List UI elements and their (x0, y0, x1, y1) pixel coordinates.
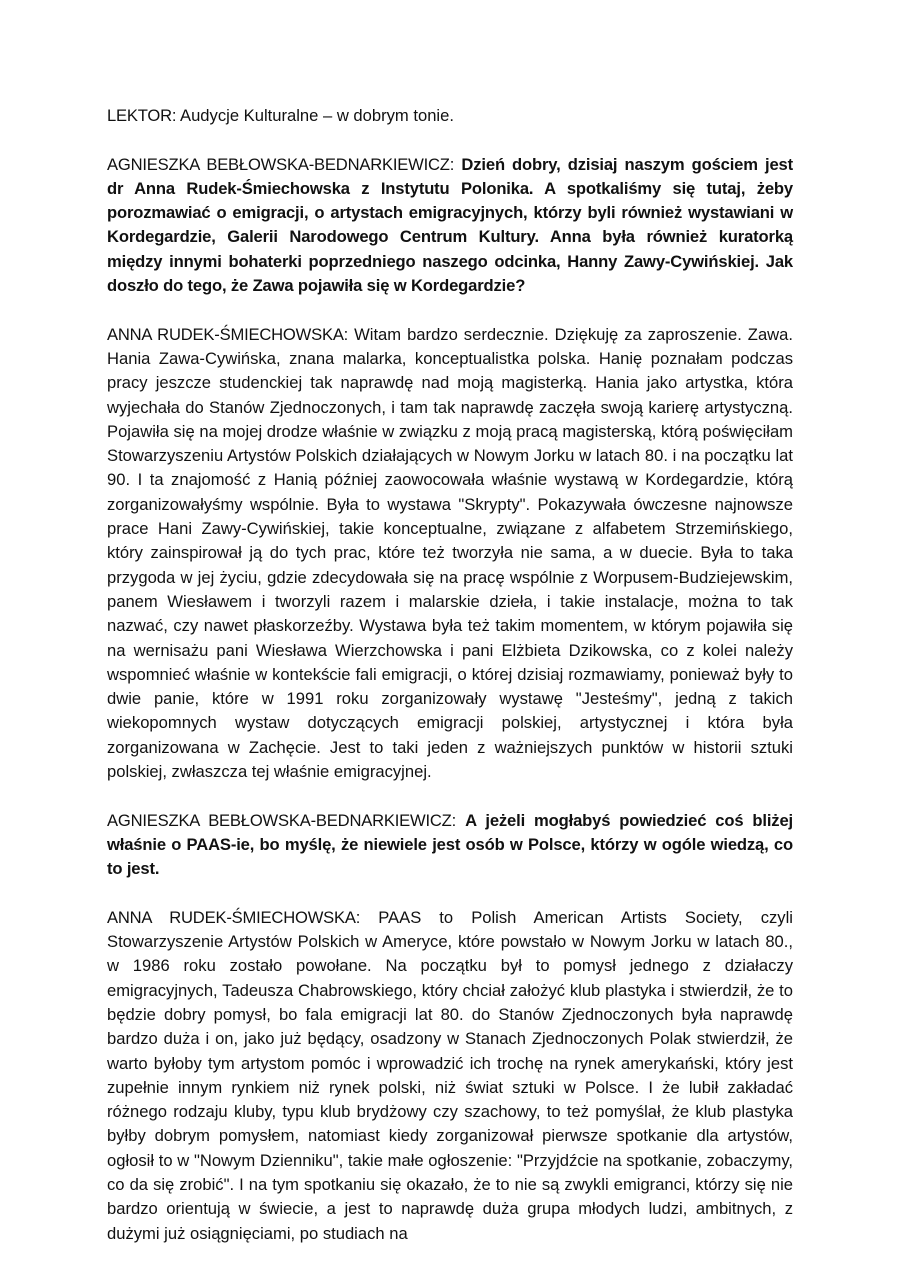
paragraph-guest-answer-1 (107, 323, 793, 785)
speaker-label: ANNA RUDEK-ŚMIECHOWSKA: (107, 324, 349, 344)
speaker-label: ANNA RUDEK-ŚMIECHOWSKA: (107, 907, 361, 927)
speaker-label: LEKTOR: (107, 106, 177, 125)
speech-text: PAAS to Polish American Artists Society, czyli Stowarzyszenie Artystów Polskich w Ameryce, które powstało w Nowym Jorku w latach 80., w 1986 roku zostało powołane. Na początku był to pomysł jednego z działaczy emigracyjnych, Tadeusza Chabrowskiego, który chciał założyć klub plastyka i stwierdził, że to będzie dobry pomysł, bo fala emigracji lat 80. do Stanów Zjednoczonych była naprawdę bardzo duża i on, jako już będący, osadzony w Stanach Zjednoczonych Polak stwierdził, że warto byłoby tym artystom pomóc i wprowadzić ich trochę na rynek amerykański, który jest zupełnie innym rynkiem niż rynek polski, niż świat sztuki w Polsce. I że lubił zakładać różnego rodzaju kluby, typu klub brydżowy czy szachowy, to też pomyślał, że klub plastyka byłby dobrym pomysłem, natomiast kiedy zorganizował pierwsze spotkanie dla artystów, ogłosił to w "Nowym Dzienniku", takie małe ogłoszenie: "Przyjdźcie na spotkanie, zobaczymy, co da się zrobić". I na tym spotkaniu się okazało, że to nie są zwykli emigranci, którzy się nie bardzo orientują w świecie, a jest to naprawdę duża grupa młodych ludzi, ambitnych, z dużymi już osiągnięciami, po studiach na (107, 907, 793, 1243)
document-page (107, 104, 793, 1270)
paragraph-host-question-1 (107, 153, 793, 299)
speech-text: A jeżeli mogłabyś powiedzieć coś bliżej właśnie o PAAS-ie, bo myślę, że niewiele jest osób w Polsce, którzy w ogóle wiedzą, co to jest. (107, 810, 793, 879)
speech-text: Audycje Kulturalne – w dobrym tonie. (180, 106, 454, 125)
paragraph-host-question-2 (107, 809, 793, 882)
speaker-label: AGNIESZKA BEBŁOWSKA-BEDNARKIEWICZ: (107, 810, 457, 830)
speech-text: Witam bardzo serdecznie. Dziękuję za zaproszenie. Zawa. Hania Zawa-Cywińska, znana malarka, konceptualistka polska. Hanię poznałam podczas pracy jeszcze studenckiej tak naprawdę nad moją magisterką. Hania jako artystka, która wyjechała do Stanów Zjednoczonych, i tam tak naprawdę zaczęła swoją karierę artystyczną. Pojawiła się na mojej drodze właśnie w związku z moją pracą magisterską, którą poświęciłam Stowarzyszeniu Artystów Polskich działających w Nowym Jorku w latach 80. i na początku lat 90. I ta znajomość z Hanią później zaowocowała właśnie wystawą w Kordegardzie, którą zorganizowałyśmy wspólnie. Była to wystawa "Skrypty". Pokazywała ówczesne najnowsze prace Hani Zawy-Cywińskiej, takie konceptualne, związane z alfabetem Strzemińskiego, który zainspirował ją do tych prac, które też tworzyła nie sama, a w duecie. Była to taka przygoda w jej życiu, gdzie zdecydowała się na pracę wspólnie z Worpusem-Budziejewskim, panem Wiesławem i tworzyli razem i malarskie dzieła, i takie instalacje, można to tak nazwać, czy nawet płaskorzeźby. Wystawa była też takim momentem, w którym pojawiła się na wernisażu pani Wiesława Wierzchowska i pani Elżbieta Dzikowska, co z kolei należy wspomnieć właśnie w kontekście fali emigracji, o której dzisiaj rozmawiamy, ponieważ były to dwie panie, które w 1991 roku zorganizowały wystawę "Jesteśmy", jedną z takich wiekopomnych wystaw dotyczących emigracji polskiej, artystycznej i która była zorganizowana w Zachęcie. Jest to taki jeden z ważniejszych punktów w historii sztuki polskiej, zwłaszcza tej właśnie emigracyjnej. (107, 324, 793, 782)
speaker-label: AGNIESZKA BEBŁOWSKA-BEDNARKIEWICZ: (107, 154, 455, 174)
paragraph-lektor (107, 104, 793, 128)
speech-text: Dzień dobry, dzisiaj naszym gościem jest dr Anna Rudek-Śmiechowska z Instytutu Polonika. A spotkaliśmy się tutaj, żeby porozmawiać o emigracji, o artystach emigracyjnych, którzy byli również wystawiani w Kordegardzie, Galerii Narodowego Centrum Kultury. Anna była również kuratorką między innymi bohaterki poprzedniego naszego odcinka, Hanny Zawy-Cywińskiej. Jak doszło do tego, że Zawa pojawiła się w Kordegardzie? (107, 154, 793, 296)
paragraph-guest-answer-2 (107, 906, 793, 1246)
